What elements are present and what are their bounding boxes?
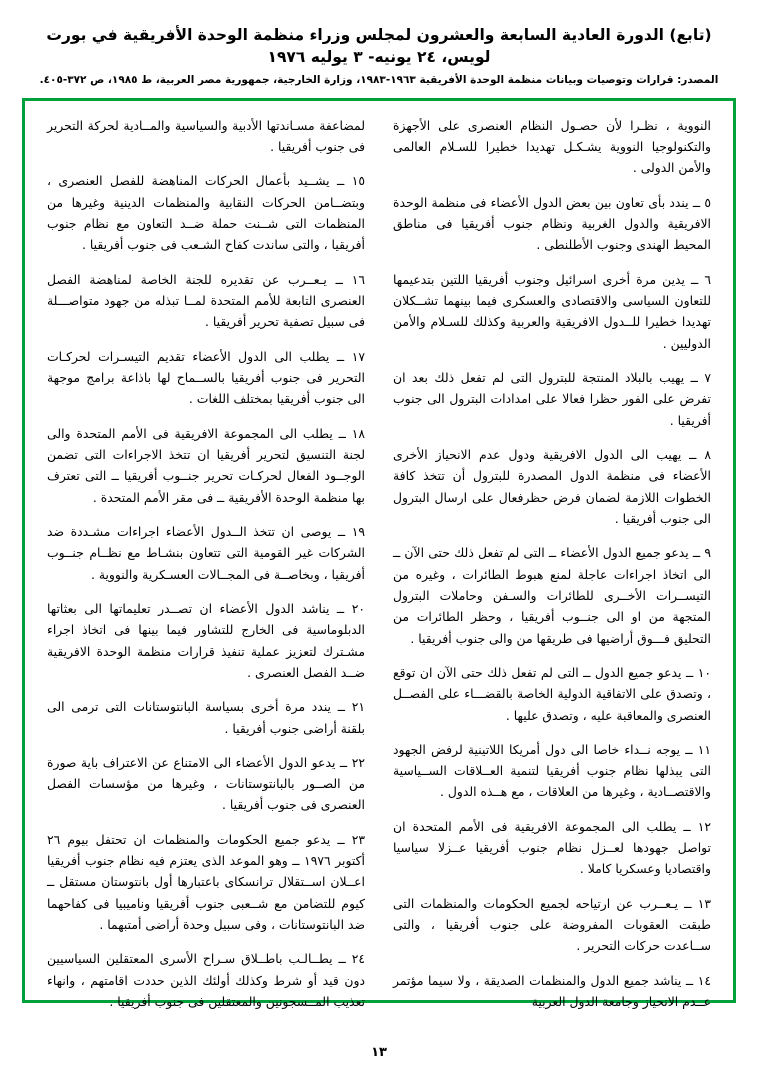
paragraph: ١٥ ــ يشــيد بأعمال الحركات المناهضة للفصل العنصرى ، وبتضــامن الحركات النقابية والمنظمات الدينية وغيرها من المنظمات التى شــنت حملة ضــد التعاون مع نظام جنوب أفريقيا ، والتى ساندت كفاح الشـعب فى جنوب أفريقيا .: [47, 173, 365, 253]
paragraph: ٢٢ ــ يدعو الدول الأعضاء الى الامتناع عن الاعتراف باية صورة من الصــور بالبانتوستانات ، وغيرها من مؤسسات الفصل العنصرى فى جنوب أفريقيا .: [47, 754, 365, 813]
paragraph: ١٢ ــ يطلب الى المجموعة الافريقية فى الأمم المتحدة ان تواصل جهودها لعــزل نظام جنوب أفريقيا عــزلا سياسيا واقتصاديا وعسكريا كاملا .: [393, 818, 711, 877]
paragraph: ٩ ــ يدعو جميع الدول الأعضاء ــ التى لم تفعل ذلك حتى الآن ــ الى اتخاذ اجراءات عاجلة لمنع هبوط الطائرات ، وغيره من التيســرات الأخــرى للطائرات والسـفن وحاملات البترول المتجهة من او الى جنــوب أفريقيا ، وحظر الطائرات من التحليق فـــوق أراضيها فى طريقها من والى جنوب أفريقيا .: [393, 545, 711, 646]
two-column-body: [37, 111, 721, 1010]
paragraph: لمضاعفة مسـاندتها الأدبية والسياسية والمــادية لحركة التحرير فى جنوب أفريقيا .: [47, 117, 365, 154]
paragraph: ١١ ــ يوجه نــداء خاصا الى دول أمريكا اللاتينية لرفض الجهود التى يبذلها نظام جنوب أفريقيا لتنمية العــلاقات الســياسية والاقتصــادية ، وغيرها من العلاقات ، مع هــذه الدول .: [393, 741, 711, 800]
paragraph: ١٣ ــ يـعــرب عن ارتياحه لجميع الحكومات والمنظمات التى طبقت العقوبات المفروضة على جنوب أفريقيا ، والتى ســاعدت حركات التحرير .: [393, 895, 711, 954]
paragraph: ١٠ ــ يدعو جميع الدول ــ التى لم تفعل ذلك حتى الآن ان توقع ، وتصدق على الاتفاقية الدولية الخاصة بالقضـــاء على الفصــل العنصرى والمعاقبة عليه ، وتصدق عليها .: [393, 664, 711, 723]
paragraph: ٢٤ ــ يطــالـب باطــلاق سـراح الأسرى المعتقلين السياسيين دون قيد أو شرط وكذلك أولئك الذين حددت اقامتهم ، وانهاء تعذيب المــسجونين والمعتقلين فى جنوب أفريقيا .: [47, 951, 365, 1010]
paragraph: النووية ، نظـرا لأن حصـول النظام العنصرى على الأجهزة والتكنولوجيا النووية يشـكـل تهديدا خطيرا للسـلام العالمى والأمن الدولى .: [393, 117, 711, 176]
column-right: [379, 111, 721, 1010]
paragraph: ٦ ــ يدين مرة أخرى اسرائيل وجنوب أفريقيا اللتين بتدعيمها للتعاون السياسى والاقتصادى والعسكرى فيما بينهما تشــكلان تهديدا خطيرا للــدول الافريقية والعربية وكذلك للسـلام والأمن الدوليين .: [393, 271, 711, 351]
paragraph: ١٦ ــ يـعــرب عن تقديره للجنة الخاصة لمناهضة الفصل العنصرى التابعة للأمم المتحدة لمــا تبذله من جهود متواصـــلة فى سبيل تصفية تحرير أفريقيا .: [47, 271, 365, 330]
paragraph: ٨ ــ يهيب الى الدول الافريقية ودول عدم الانحياز الأخرى الأعضاء فى منظمة الدول المصدرة للبترول أن تتخذ كافة الخطوات اللازمة لضمان فرض حظرفعال على ارسال البترول الى جنوب أفريقيا .: [393, 446, 711, 526]
paragraph: ١٨ ــ يطلب الى المجموعة الافريقية فى الأمم المتحدة والى لجنة التنسيق لتحرير أفريقيا ان تتخذ الاجراءات التى تضمن الوجــود الفعال لحركـات تحرير جنــوب أفريقيا ــ التى تعترف بها منظمة الوحدة الأفريقية ــ فى مقر الأمم المتحدة .: [47, 425, 365, 505]
page-title: (تابع) الدورة العادية السابعة والعشرون لمجلس وزراء منظمة الوحدة الأفريقية في بورت لويس، ٢٤ يونيه- ٣ يوليه ١٩٧٦: [46, 26, 712, 67]
column-left: [37, 111, 379, 1010]
paragraph: ٧ ــ يهيب بالبلاد المنتجة للبترول التى لم تفعل ذلك بعد ان تفرض على الفور حظرا فعالا على امدادات البترول الى جنوب أفريقيا .: [393, 369, 711, 428]
source-line: المصدر: قرارات وتوصيات وبيانات منظمة الوحدة الأفريقية ١٩٦٣-١٩٨٣، وزارة الخارجية، جمهورية مصر العربية، ط ١٩٨٥، ص ٣٧٢-٤٠٥.: [39, 73, 719, 86]
paragraph: ٢١ ــ يندد مرة أخرى بسياسة البانتوستانات التى ترمى الى بلقنة أراضى جنوب أفريقيا .: [47, 699, 365, 736]
paragraph: ١٧ ــ يطلب الى الدول الأعضاء تقديم التيسـرات لحركـات التحرير فى جنوب أفريقيا بالســماح لها باذاعة برامج موجهة الى جنوب أفريقيا بمختلف اللغات .: [47, 348, 365, 407]
paragraph: ١٤ ــ يناشد جميع الدول والمنظمات الصديقة ، ولا سيما مؤتمر عــدم الانحياز وجامعة الدول العربية: [393, 972, 711, 1010]
paragraph: ٥ ــ يندد بأى تعاون بين بعض الدول الأعضاء فى منظمة الوحدة الافريقية والدول الغربية ونظام جنوب أفريقيا فى مناطق المحيط الهندى وجنوب الأطلنطى .: [393, 194, 711, 253]
page-number: ١٣: [371, 1045, 387, 1060]
paragraph: ٢٠ ــ يناشد الدول الأعضاء ان تصــدر تعليماتها الى بعثاتها الدبلوماسية فى الخارج للتشاور فيما بينها فى اتخاذ اجراء مشـترك لتعزيز عملية تنفيذ قرارات منظمة الوحدة الافريقية ضــد الفصل العنصرى .: [47, 600, 365, 680]
paragraph: ١٩ ــ يوصى ان تتخذ الــدول الأعضاء اجراءات مشـددة ضد الشركات غير القومية التى تتعاون بنشـاط مع نظــام جنــوب أفريقيا ، وبخاصــة فى المجــالات العسـكرية والنووية .: [47, 523, 365, 582]
paragraph: ٢٣ ــ يدعو جميع الحكومات والمنظمات ان تحتفل بيوم ٢٦ أكتوبر ١٩٧٦ ــ وهو الموعد الذى يعتزم فيه نظام جنوب أفريقيا اعــلان اســتقلال ترانسكاى باعتبارها أول بانتوستان مستقل ــ كيوم للتضامن مع شــعبى جنوب أفريقيا وناميبيا فى كفاحهما ضد البانتوستانات ، وفى سبيل وحدة أراضى أمتبهما .: [47, 831, 365, 933]
content-frame: [22, 98, 736, 1010]
